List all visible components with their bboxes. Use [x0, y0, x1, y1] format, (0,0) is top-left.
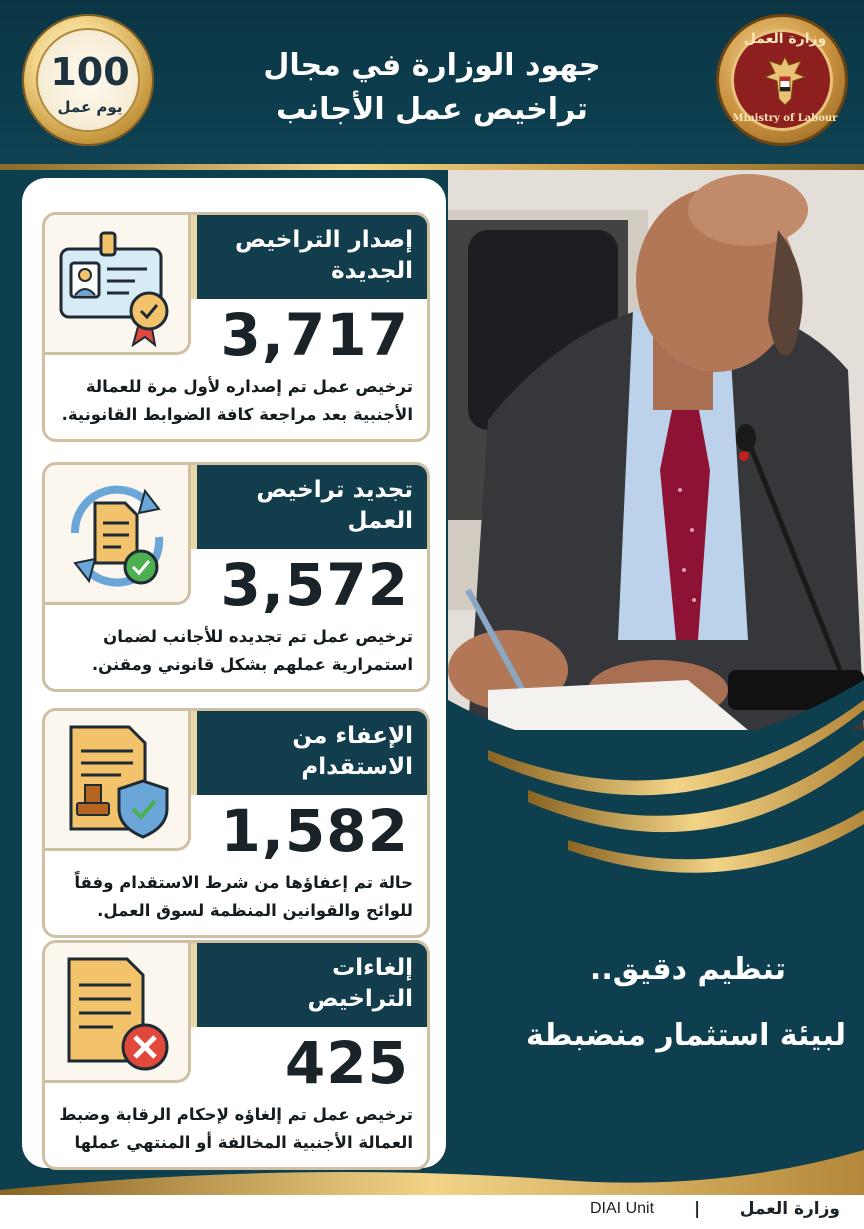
- renew-document-icon: [55, 473, 179, 597]
- tagline-line1: تنظيم دقيق..: [589, 952, 786, 987]
- card-description: ترخيص عمل تم إصداره لأول مرة للعمالة الأجنبية بعد مراجعة كافة الضوابط القانونية.: [61, 377, 413, 424]
- bottom-gold-wave: [0, 1140, 864, 1200]
- footer-bar: [0, 1195, 864, 1229]
- seal-text-arabic: وزارة العمل: [743, 31, 827, 47]
- card-title: إصدار التراخيص الجديدة: [235, 227, 413, 284]
- card-number: 1,582: [220, 797, 409, 865]
- footer-brand: وزارة العمل: [739, 1199, 840, 1219]
- header-banner: [0, 0, 864, 168]
- statistics-panel: [22, 178, 446, 1168]
- gold-wave-decoration: [448, 640, 864, 900]
- card-number: 425: [284, 1029, 409, 1097]
- tagline-line2: لبيئة استثمار منضبطة: [525, 1018, 846, 1053]
- seal-text-english: Ministry of Labour: [732, 113, 838, 124]
- cancel-document-icon: [55, 951, 179, 1075]
- page-title-line1: جهود الوزارة في مجال: [263, 48, 601, 83]
- page-title-line2: تراخيص عمل الأجانب: [276, 92, 588, 127]
- eagle-icon: [761, 53, 809, 109]
- stamped-document-shield-icon: [55, 719, 179, 843]
- card-title: تجديد تراخيص العمل: [256, 477, 413, 534]
- badge-number: 100: [50, 50, 130, 94]
- card-number: 3,572: [220, 551, 409, 619]
- footer-unit: DIAI Unit: [590, 1200, 655, 1217]
- badge-label: يوم عمل: [57, 98, 123, 116]
- card-recruitment-exemption: [42, 708, 430, 938]
- card-description: ترخيص عمل تم تجديده للأجانب لضمان استمرارية عملهم بشكل قانوني ومقنن.: [91, 627, 413, 674]
- ministry-seal-logo: [716, 14, 848, 146]
- footer-separator: |: [694, 1199, 701, 1219]
- card-license-cancellations: [42, 940, 430, 1170]
- page-title: [180, 44, 684, 132]
- card-description: حالة تم إعفاؤها من شرط الاستقدام وفقاً للوائح والقوانين المنظمة لسوق العمل.: [74, 873, 413, 920]
- card-title: إلغاءات التراخيص: [307, 955, 413, 1012]
- card-number: 3,717: [220, 301, 409, 369]
- card-title: الإعفاء من الاستقدام: [292, 723, 413, 780]
- hundred-days-badge: [22, 14, 154, 146]
- card-new-licenses: [42, 212, 430, 442]
- id-card-certificate-icon: [55, 223, 179, 347]
- card-description: ترخيص عمل تم إلغاؤه لإحكام الرقابة وضبط العمالة الأجنبية المخالفة أو المنتهي عملها: [59, 1105, 413, 1152]
- card-renewed-licenses: [42, 462, 430, 692]
